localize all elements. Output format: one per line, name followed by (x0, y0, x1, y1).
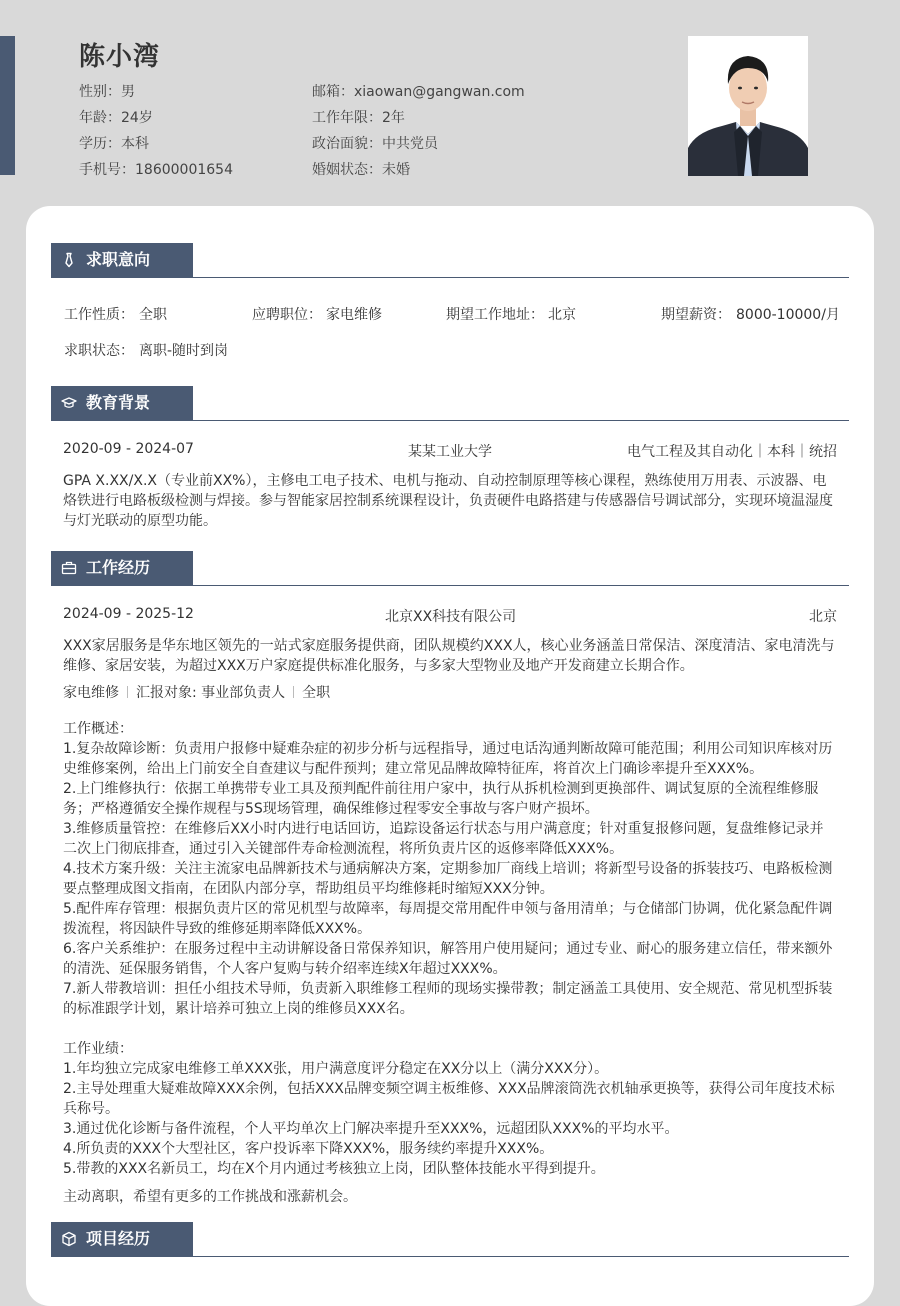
job-intent-header (51, 243, 849, 278)
header-accent-bar (0, 36, 15, 175)
company-name: 北京XX科技有限公司 (385, 609, 517, 625)
intent-row-2 (51, 340, 849, 360)
position-label: 应聘职位： (252, 307, 322, 323)
marital-status-info: 婚姻状态：未婚 (312, 162, 410, 178)
intent-row-1 (51, 304, 849, 324)
overview-item: 6.客户关系维护：在服务过程中主动讲解设备日常保养知识，解答用户使用疑问；通过专业、耐心的服务建立信任，带来额外的清洗、延保服务销售，个人客户复购与转介绍率连续X年超过XXX%。 (63, 941, 833, 977)
work-tag: 家电维修 (63, 685, 119, 701)
status-value: 离职-随时到岗 (139, 343, 229, 359)
job-type-label: 工作性质： (64, 307, 134, 323)
cube-icon (61, 1231, 77, 1247)
phone-info: 手机号：18600001654 (79, 162, 233, 178)
major-info: 电气工程及其自动化｜本科｜统招 (627, 444, 837, 460)
achievement-item: 4.所负责的XXX个大型社区，客户投诉率下降XXX%，服务续约率提升XXX%。 (63, 1141, 554, 1157)
location-label: 期望工作地址： (446, 307, 544, 323)
education-period: 2020-09 - 2024-07 (63, 441, 194, 457)
status-label: 求职状态： (64, 343, 134, 359)
overview-item: 4.技术方案升级：关注主流家电品牌新技术与通病解决方案，定期参加厂商线上培训；将新型号设备的拆装技巧、电路板检测要点整理成图文指南，在团队内部分享，帮助组员平均维修耗时缩短XXX分钟。 (63, 861, 833, 897)
graduation-cap-icon (61, 395, 77, 411)
achievement-item: 3.通过优化诊断与备件流程，个人平均单次上门解决率提升至XXX%，远超团队XXX%的平均水平。 (63, 1121, 679, 1137)
education-title: 教育背景 (51, 386, 193, 420)
email-info: 邮箱：xiaowan@gangwan.com (312, 84, 525, 100)
political-status-info: 政治面貌：中共党员 (312, 136, 438, 152)
company-description: XXX家居服务是华东地区领先的一站式家庭服务提供商，团队规模约XXX人，核心业务涵盖日常保洁、深度清洁、家电清洗与维修、家居安装，为超过XXX万户家庭提供标准化服务，与多家大型物业及地产开发商建立长期合作。 (63, 638, 835, 674)
work-tag: 全职 (302, 685, 331, 701)
briefcase-icon (61, 560, 77, 576)
overview-item: 7.新人带教培训：担任小组技术导师，负责新入职维修工程师的现场实操带教；制定涵盖工具使用、安全规范、常见机型拆装的标准跟学计划，累计培养可独立上岗的维修员XXX名。 (63, 981, 833, 1017)
tie-icon (61, 252, 77, 268)
salary-label: 期望薪资： (661, 307, 731, 323)
work-title: 工作经历 (51, 551, 193, 585)
project-title: 项目经历 (51, 1222, 193, 1256)
age-info: 年龄：24岁 (79, 110, 153, 126)
overview-item: 3.维修质量管控：在维修后XX小时内进行电话回访，追踪设备运行状态与用户满意度；针对重复报修问题，复盘维修记录并二次上门彻底排查，通过引入关键部件寿命检测流程，将所负责片区的返修率降低XXX%。 (63, 821, 824, 857)
position-value: 家电维修 (326, 307, 382, 323)
person-photo-icon (688, 36, 808, 176)
work-row (51, 606, 849, 626)
achievements-title: 工作业绩： (63, 1041, 133, 1057)
work-city: 北京 (809, 609, 837, 625)
resume-card (26, 206, 874, 1306)
achievement-item: 1.年均独立完成家电维修工单XXX张，用户满意度评分稳定在XX分以上（满分XXX分）。 (63, 1061, 609, 1077)
job-type-value: 全职 (139, 307, 167, 323)
overview-title: 工作概述： (63, 721, 133, 737)
project-section (51, 1222, 849, 1257)
education-row (51, 441, 849, 461)
tag-divider (293, 686, 294, 698)
achievement-item: 5.带教的XXX名新员工，均在X个月内通过考核独立上岗，团队整体技能水平得到提升。 (63, 1161, 605, 1177)
overview-item: 2.上门维修执行：依据工单携带专业工具及预判配件前往用户家中，执行从拆机检测到更换部件、调试复原的全流程维修服务；严格遵循安全操作规程与5S现场管理，确保维修过程零安全事故与客户财产损坏。 (63, 781, 819, 817)
profile-photo (688, 36, 808, 176)
work-header (51, 551, 849, 586)
project-header (51, 1222, 849, 1257)
education-header (51, 386, 849, 421)
achievement-item: 2.主导处理重大疑难故障XXX余例，包括XXX品牌变频空调主板维修、XXX品牌滚筒洗衣机轴承更换等，获得公司年度技术标兵称号。 (63, 1081, 835, 1117)
education-description: GPA X.XX/X.X（专业前XX%），主修电工电子技术、电机与拖动、自动控制原理等核心课程，熟练使用万用表、示波器、电烙铁进行电路板级检测与焊接。参与智能家居控制系统课程设计，负责硬件电路搭建与传感器信号调试部分，实现环境温湿度与灯光联动的原型功能。 (63, 473, 833, 529)
job-intent-section (51, 243, 849, 360)
work-tag: 汇报对象: 事业部负责人 (136, 685, 286, 701)
leave-reason: 主动离职，希望有更多的工作挑战和涨薪机会。 (63, 1189, 357, 1205)
tag-divider (127, 686, 128, 698)
work-section (51, 551, 849, 1207)
work-years-info: 工作年限：2年 (312, 110, 405, 126)
school-name: 某某工业大学 (408, 444, 492, 460)
basic-info-right (312, 79, 525, 183)
education-section (51, 386, 849, 531)
overview-item: 1.复杂故障诊断：负责用户报修中疑难杂症的初步分析与远程指导，通过电话沟通判断故障可能范围；利用公司知识库核对历史维修案例，给出上门前安全自查建议与配件预判；建立常见品牌故障特征库，将首次上门确诊率提升至XXX%。 (63, 741, 833, 777)
education-level-info: 学历：本科 (79, 136, 149, 152)
salary-value: 8000-10000/月 (736, 307, 840, 323)
location-value: 北京 (548, 307, 576, 323)
candidate-name: 陈小湾 (79, 42, 161, 72)
job-intent-title: 求职意向 (51, 243, 193, 277)
gender-info: 性别：男 (79, 84, 135, 100)
overview-item: 5.配件库存管理：根据负责片区的常见机型与故障率，每周提交常用配件申领与备用清单；与仓储部门协调，优化紧急配件调拨流程，将因缺件导致的维修延期率降低XXX%。 (63, 901, 833, 937)
basic-info-left (79, 79, 233, 183)
work-period: 2024-09 - 2025-12 (63, 606, 194, 622)
work-tags (51, 683, 849, 703)
